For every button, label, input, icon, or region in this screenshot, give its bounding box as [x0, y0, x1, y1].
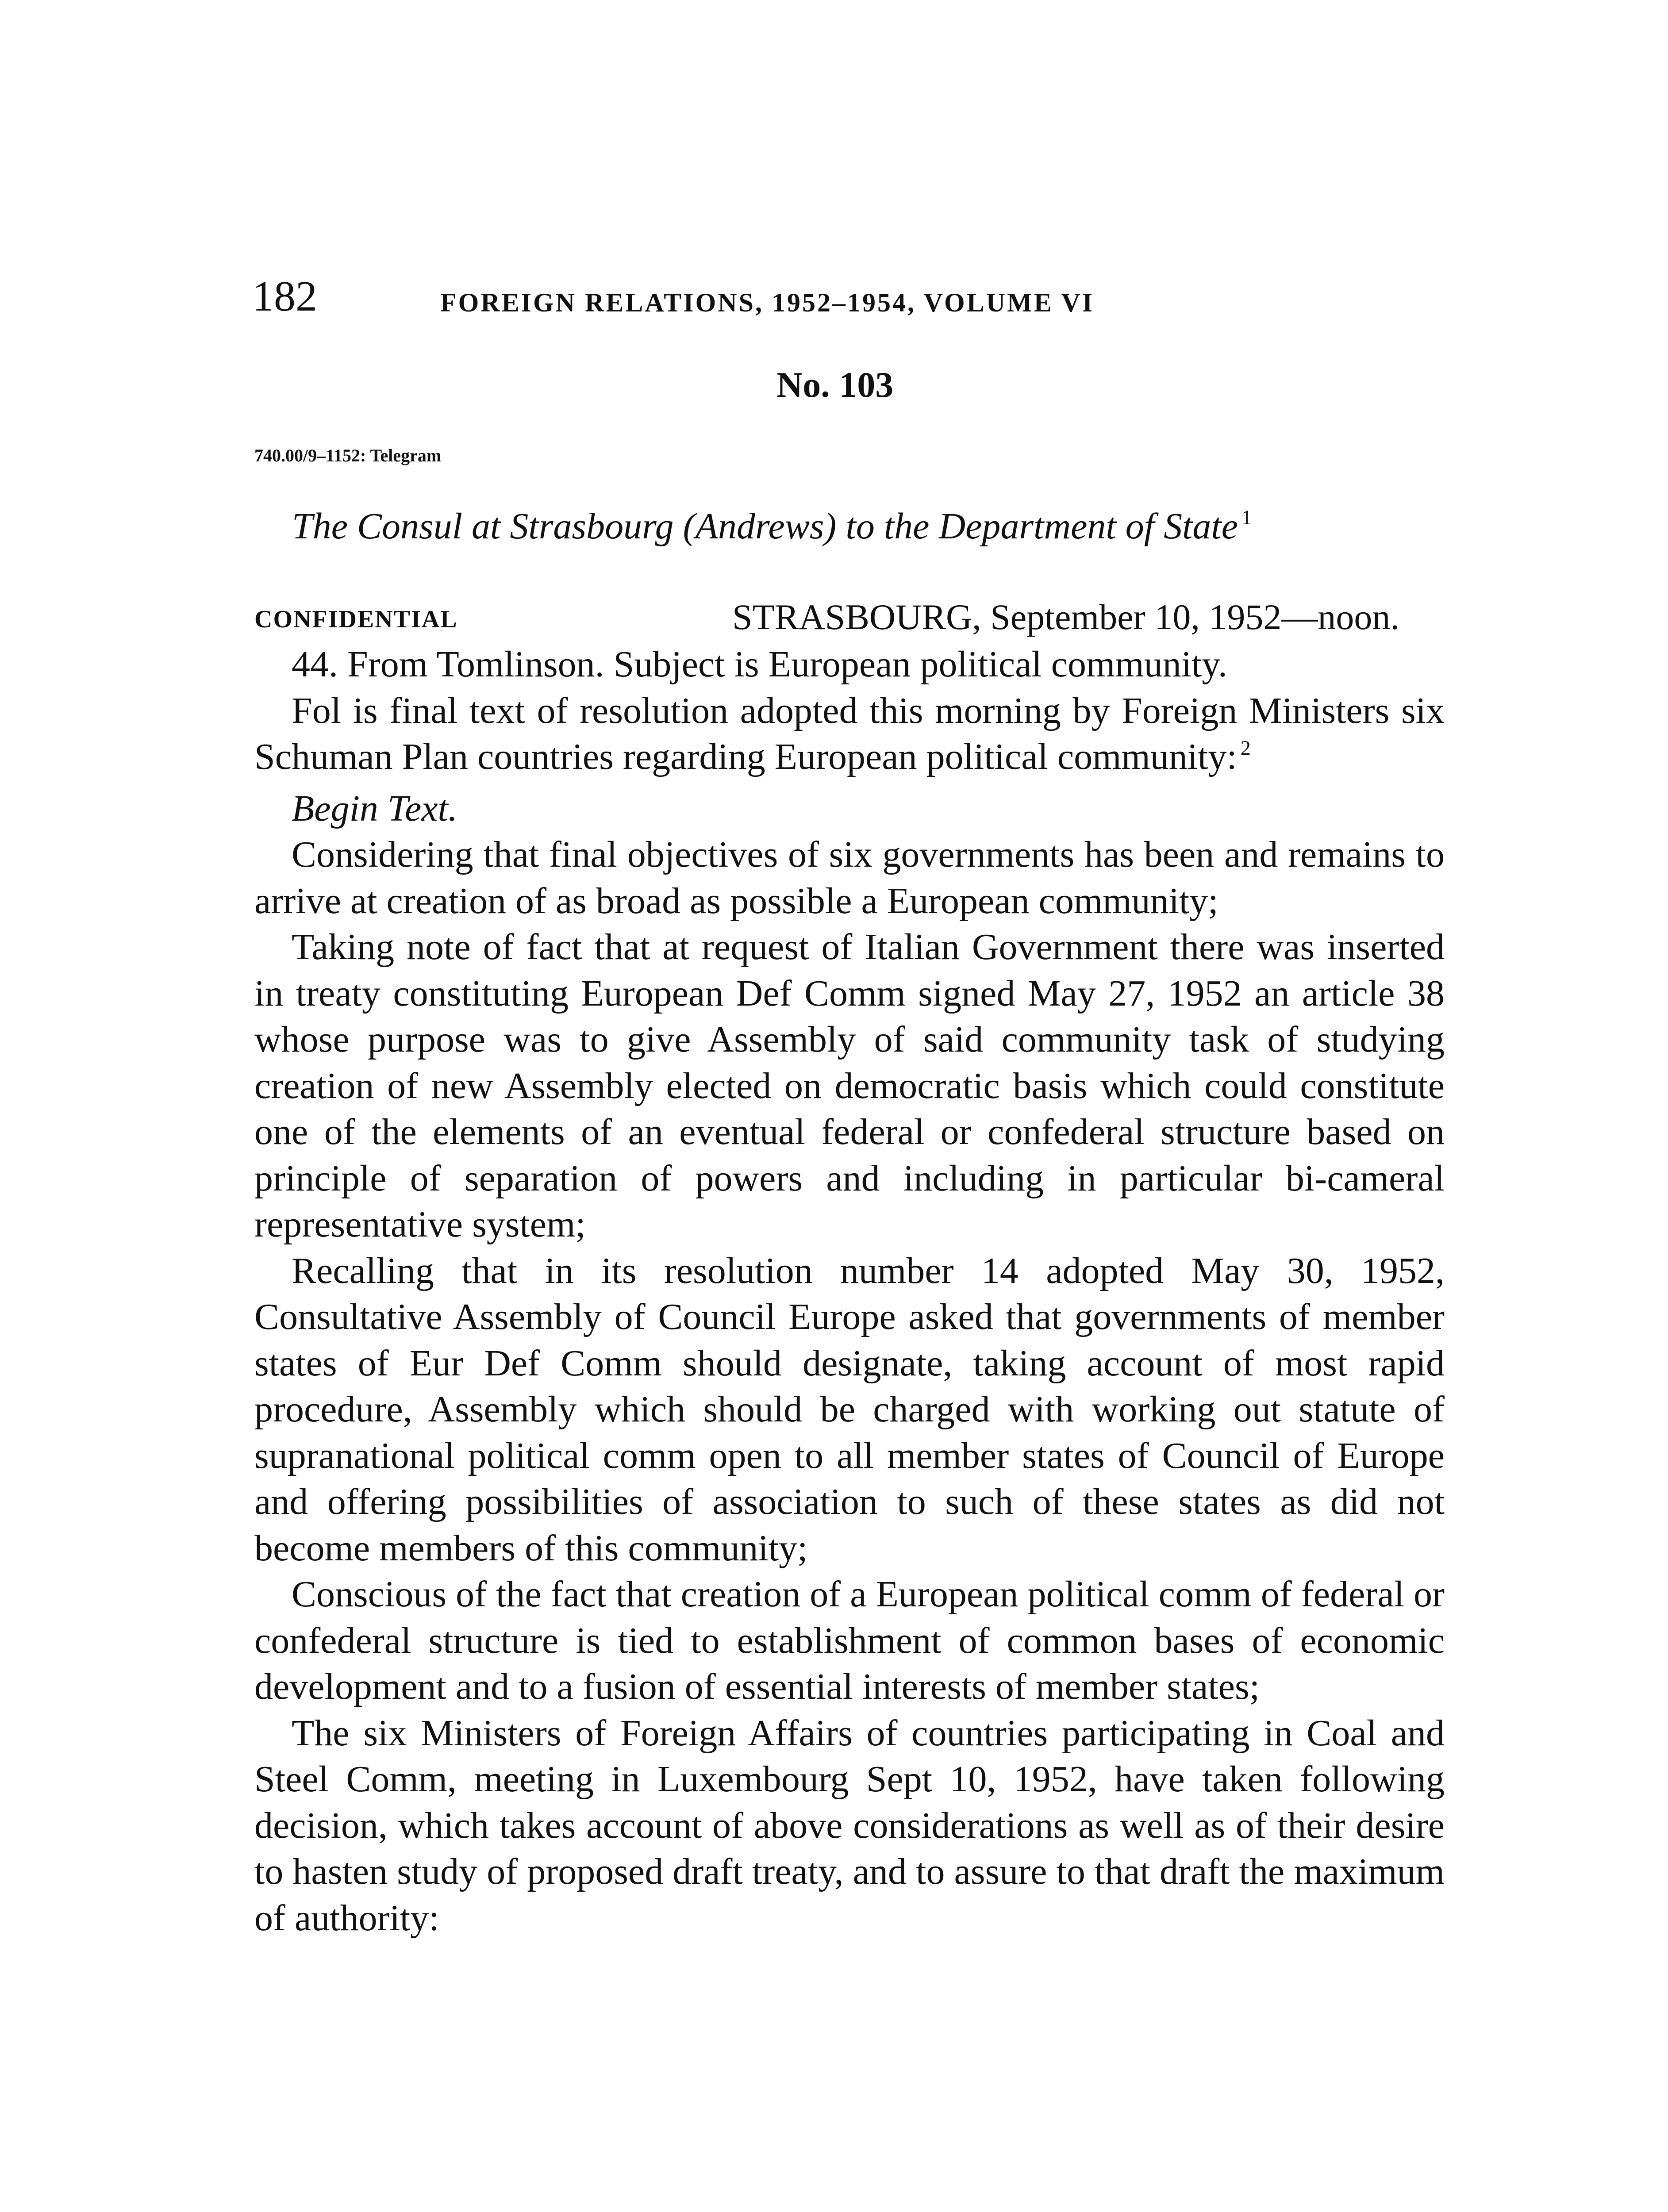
dateline: [254, 593, 1449, 641]
body-paragraph-recalling: Recalling that in its resolution number 14 adopted May 30, 1952, Consultative Assembly of Council Europe asked that governments of member states of Eur Def Comm should designate, taking account of most rapid procedure, Assembly which should be charged with working out statute of supranational political comm open to all member states of Council of Europe and offering possibilities of association to such of these states as did not become members of this community;: [254, 1250, 1445, 1569]
begin-text-marker: Begin Text.: [292, 787, 457, 829]
document-number: No. 103: [776, 365, 894, 405]
body-paragraph-decision: The six Ministers of Foreign Affairs of countries participating in Coal and Steel Comm, meeting in Luxembourg Sept 10, 1952, have taken following decision, which takes account of above considerations as well as of their desire to hasten study of proposed draft treaty, and to assure to that draft the maximum of authority:: [254, 1712, 1445, 1939]
body-paragraph-conscious: Conscious of the fact that creation of a European political comm of federal or confederal structure is tied to establishment of common bases of economic development and to a fusion of essential interests of member states;: [254, 1574, 1445, 1707]
body-paragraph-1: 44. From Tomlinson. Subject is European political community.: [292, 644, 1227, 685]
place-date: STRASBOURG, September 10, 1952—noon.: [732, 597, 1399, 637]
running-head: [252, 270, 1447, 332]
file-reference: 740.00/9–1152: Telegram: [254, 445, 442, 465]
classification-label: CONFIDENTIAL: [254, 606, 458, 633]
body-footnote-ref-2: 2: [1240, 736, 1251, 759]
heading-text: The Consul at Strasbourg (Andrews) to the Department of State: [292, 506, 1238, 547]
body-paragraph-considering: Considering that final objectives of six governments has been and remains to arrive at creation of as broad as possible a European community;: [254, 834, 1445, 922]
body-paragraph-taking-note: Taking note of fact that at request of Italian Government there was inserted in treaty constituting European Def Comm signed May 27, 1952 an article 38 whose purpose was to give Assembly of said community task of studying creation of new Assembly elected on democratic basis which could constitute one of the elements of an eventual federal or confederal structure based on principle of separation of powers and including in particular bi-cameral representative system;: [254, 926, 1445, 1245]
telegram-body: [254, 641, 1445, 1941]
page-number: 182: [252, 273, 317, 320]
series-title: FOREIGN RELATIONS, 1952–1954, VOLUME VI: [440, 288, 1095, 317]
body-paragraph-2: [254, 688, 1445, 786]
body-paragraph-2-text: Fol is final text of resolution adopted this morning by Foreign Ministers six Schuman Plan countries regarding European political community:: [254, 690, 1445, 777]
heading-footnote-ref: 1: [1241, 506, 1252, 529]
document-heading: [292, 502, 1252, 556]
